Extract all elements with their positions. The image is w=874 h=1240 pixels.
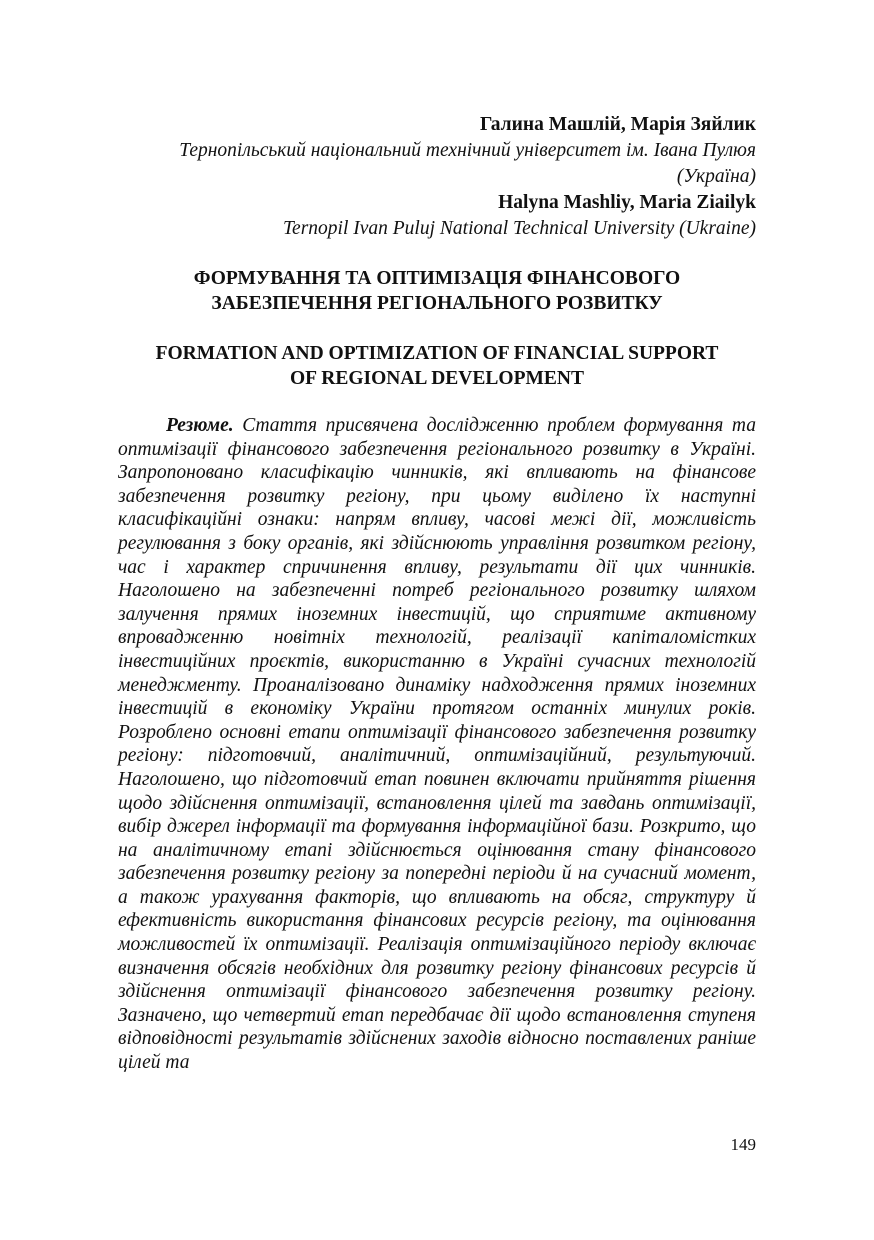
page-number: 149 xyxy=(730,1135,756,1154)
abstract-label: Резюме. xyxy=(166,415,234,436)
affiliation-ukrainian-line1: Тернопільський національний технічний університет ім. Івана Пулюя xyxy=(179,140,756,161)
abstract-text: Стаття присвячена дослідженню проблем формування та оптимізації фінансового забезпечення регіонального розвитку в Україні. Запропоновано класифікацію чинників, які впливають на фінансове забезпечення розвитку регіону, при цьому виділено їх наступні класифікаційні ознаки: напрям впливу, часові межі дії, можливість регулювання з боку органів, які здійснюють управління розвитком регіону, час і характер спричинення впливу, результати дії цих чинників. Наголошено на забезпеченні потреб регіонального розвитку шляхом залучення прямих іноземних інвестицій, що сприятиме активному впровадженню новітніх технологій, реалізації капіталомістких інвестиційних проєктів, використанню в Україні сучасних технологій менеджменту. Проаналізовано динаміку надходження прямих іноземних інвестицій в економіку України протягом останніх минулих років. Розроблено основні етапи оптимізації фінансового забезпечення розвитку регіону: підготовчий, аналітичний, оптимізаційний, результуючий. Наголошено, що підготовчий етап повинен включати прийняття рішення щодо здійснення оптимізації, встановлення цілей та завдань оптимізації, вибір джерел інформації та формування інформаційної бази. Розкрито, що на аналітичному етапі здійснюється оцінювання стану фінансового забезпечення розвитку регіону за попередні періоди й на сучасний момент, а також урахування факторів, що впливають на обсяг, структуру й ефективність використання фінансових ресурсів регіону, та оцінювання можливостей їх оптимізації. Реалізація оптимізаційного періоду включає визначення обсягів необхідних для розвитку регіону фінансових ресурсів й здійснення оптимізації фінансового забезпечення розвитку регіону. Зазначено, що четвертий етап передбачає дії щодо встановлення ступеня відповідності результатів здійснених заходів відносно поставлених раніше цілей та xyxy=(118,415,756,1074)
title-english-line1: FORMATION AND OPTIMIZATION OF FINANCIAL SUPPORT xyxy=(155,343,719,364)
paper-page xyxy=(118,112,756,1094)
title-english xyxy=(118,341,756,391)
title-ukrainian xyxy=(118,266,756,316)
title-ukrainian-line1: ФОРМУВАННЯ ТА ОПТИМІЗАЦІЯ ФІНАНСОВОГО xyxy=(193,268,681,289)
authors-ukrainian: Галина Машлій, Марія Зяйлик xyxy=(480,114,756,135)
abstract xyxy=(118,414,756,1075)
affiliation-ukrainian-line2: (Україна) xyxy=(676,166,756,187)
title-english-line2: OF REGIONAL DEVELOPMENT xyxy=(290,368,584,389)
title-ukrainian-line2: ЗАБЕЗПЕЧЕННЯ РЕГІОНАЛЬНОГО РОЗВИТКУ xyxy=(211,293,663,314)
authors-english: Halyna Mashliy, Maria Ziailyk xyxy=(498,192,756,213)
affiliation-english: Ternopil Ivan Puluj National Technical University (Ukraine) xyxy=(282,218,756,239)
author-block xyxy=(118,112,756,242)
